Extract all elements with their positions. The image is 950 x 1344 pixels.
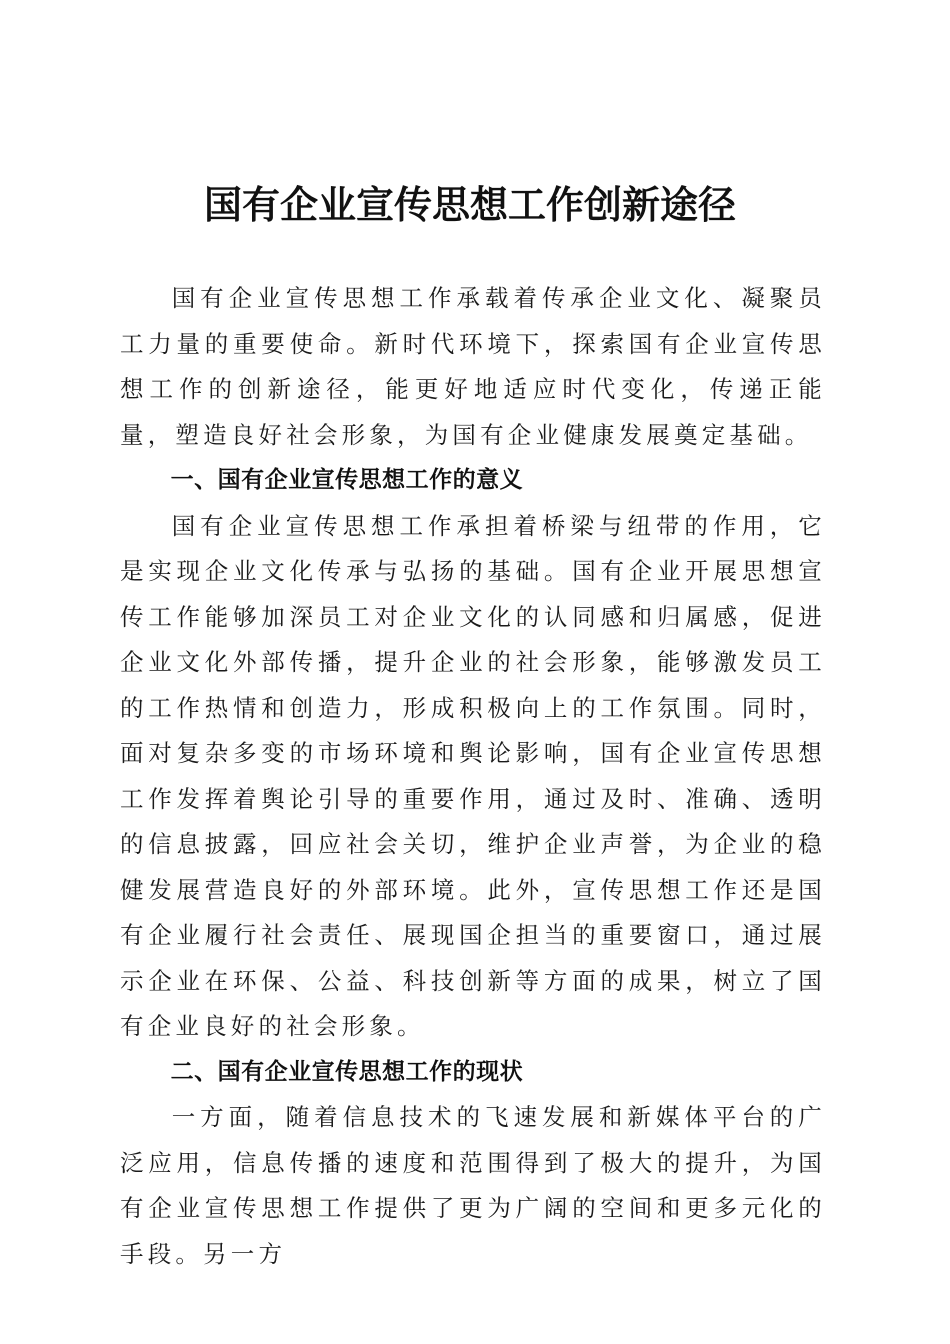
section-1-paragraph: 国有企业宣传思想工作承担着桥梁与纽带的作用，它是实现企业文化传承与弘扬的基础。国有企业开展思想宣传工作能够加深员工对企业文化的认同感和归属感，促进企业文化外部传播，提升企业的社会形象，能够激发员工的工作热情和创造力，形成积极向上的工作氛围。同时，面对复杂多变的市场环境和舆论影响，国有企业宣传思想工作发挥着舆论引导的重要作用，通过及时、准确、透明的信息披露，回应社会关切，维护企业声誉，为企业的稳健发展营造良好的外部环境。此外，宣传思想工作还是国有企业履行社会责任、展现国企担当的重要窗口，通过展示企业在环保、公益、科技创新等方面的成果，树立了国有企业良好的社会形象。 (120, 511, 826, 1040)
intro-paragraph: 国有企业宣传思想工作承载着传承企业文化、凝聚员工力量的重要使命。新时代环境下，探索国有企业宣传思想工作的创新途径，能更好地适应时代变化，传递正能量，塑造良好社会形象，为国有企业健康发展奠定基础。 (120, 284, 826, 449)
section-1-heading: 一、国有企业宣传思想工作的意义 (170, 467, 524, 493)
section-2-paragraph: 一方面，随着信息技术的飞速发展和新媒体平台的广泛应用，信息传播的速度和范围得到了极大的提升，为国有企业宣传思想工作提供了更为广阔的空间和更多元化的手段。另一方 (120, 1103, 826, 1268)
section-2-heading: 二、国有企业宣传思想工作的现状 (170, 1058, 524, 1085)
document-body (120, 276, 826, 1277)
document-title: 国有企业宣传思想工作创新途径 (203, 182, 736, 227)
